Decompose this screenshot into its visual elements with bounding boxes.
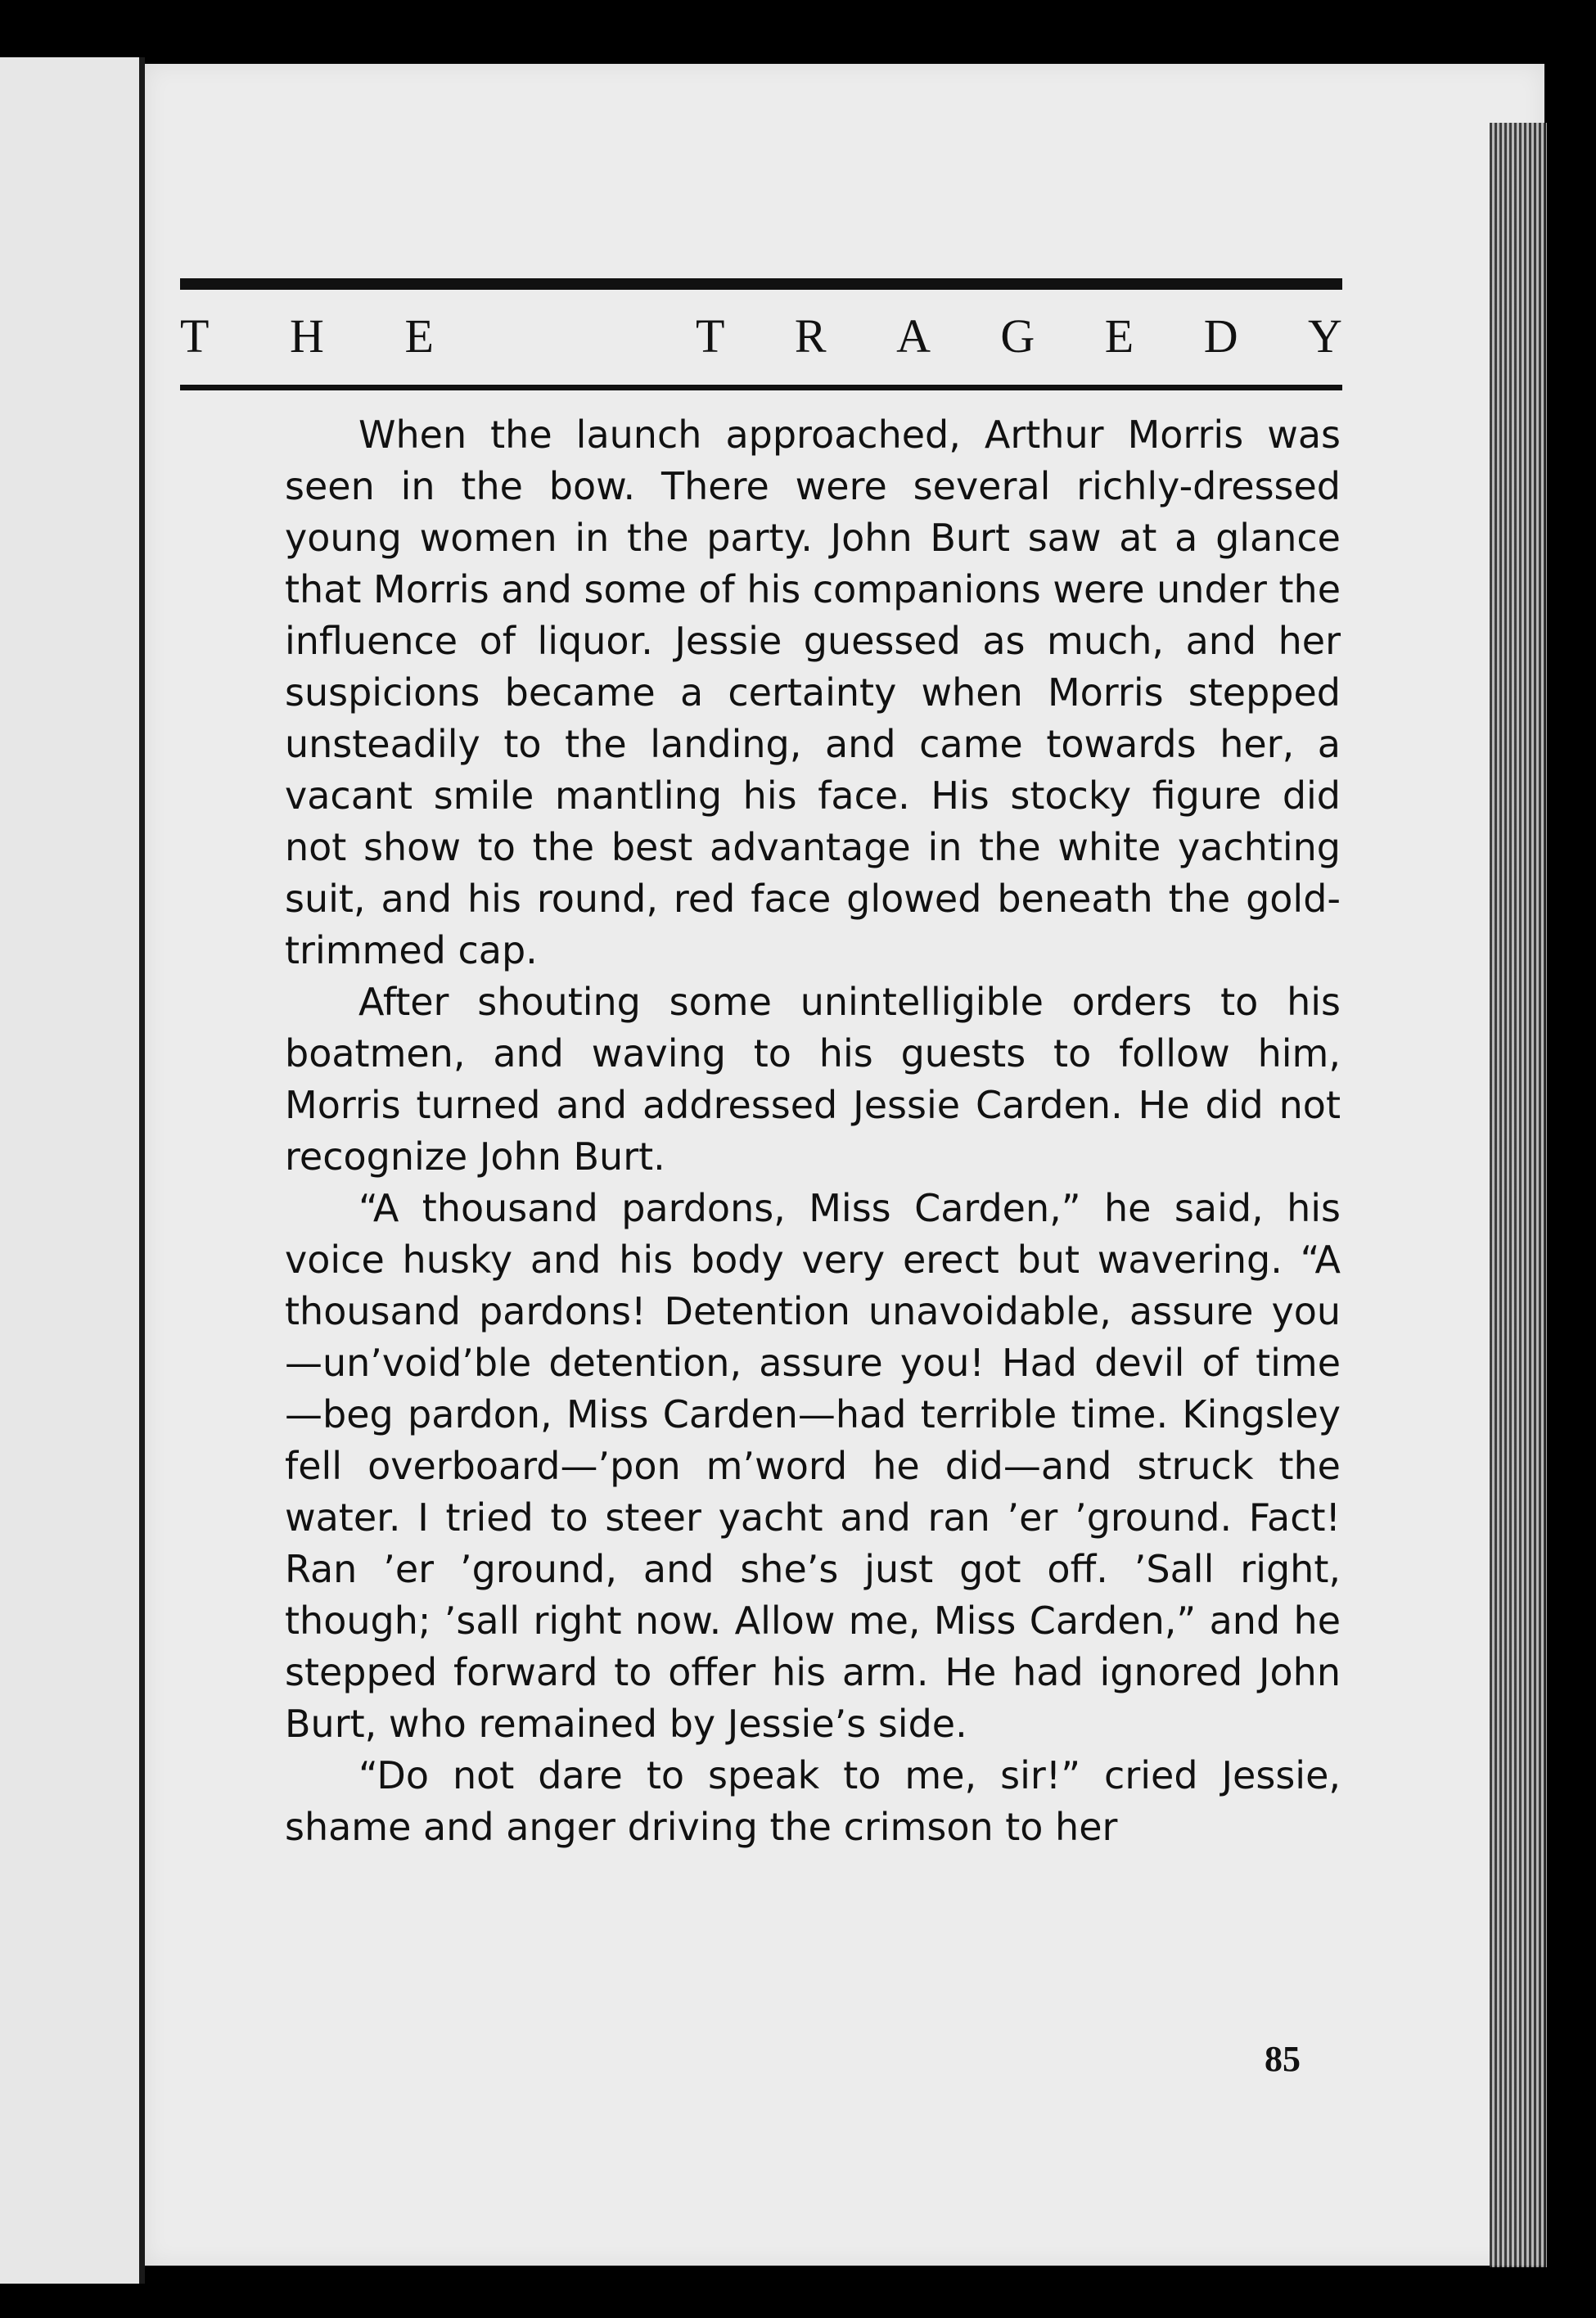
running-head-letter: Y (1308, 309, 1342, 363)
running-head-letter: R (794, 309, 827, 363)
running-head-letter: H (290, 309, 324, 363)
running-head-letter: E (404, 309, 434, 363)
running-head (180, 299, 1342, 372)
running-head-letter: A (896, 309, 931, 363)
running-head-letter: E (1104, 309, 1134, 363)
paragraph: “Do not dare to speak to me, sir!” cried Jessie, shame and anger driving the crimson to her (285, 1753, 1341, 1849)
paragraph: When the launch approached, Arthur Morris was seen in the bow. There were several richly-dressed young women in the party. John Burt saw at a glance that Morris and some of his companions were under the influence of liquor. Jessie guessed as much, and her suspicions became a certainty when Morris stepped unsteadily to the landing, and came towards her, a vacant smile mantling his face. His stocky figure did not show to the best advantage in the white yachting suit, and his round, red face glowed beneath the gold-trimmed cap. (285, 413, 1341, 972)
page-number: 85 (1265, 2039, 1301, 2079)
paragraph: “A thousand pardons, Miss Carden,” he said, his voice husky and his body very erect but wavering. “A thousand pardons! Detention unavoidable, assure you—un’void’ble detention, assure you! Had devil of time—beg pardon, Miss Carden—had terrible time. Kingsley fell overboard—’pon m’word he did—and struck the water. I tried to steer yacht and ran ’er ’ground. Fact! Ran ’er ’ground, and she’s just got off. ’Sall right, though; ’sall right now. Allow me, Miss Carden,” and he stepped forward to offer his arm. He had ignored John Burt, who remained by Jessie’s side. (285, 1186, 1341, 1746)
running-head-letter: G (1000, 309, 1035, 363)
body-text (285, 409, 1341, 1853)
running-head-word-1 (180, 309, 434, 363)
running-head-word-2 (696, 309, 1342, 363)
paragraph: After shouting some unintelligible orders to his boatmen, and waving to his guests to follow him, Morris turned and addressed Jessie Carden. He did not recognize John Burt. (285, 980, 1341, 1179)
header-rule-thick (180, 278, 1342, 290)
facing-page-edge (0, 57, 145, 2284)
page-edges (1490, 123, 1547, 2267)
header-rule-thin (180, 385, 1342, 390)
running-head-letter: T (180, 309, 210, 363)
running-head-letter: T (696, 309, 725, 363)
running-head-letter: D (1203, 309, 1238, 363)
